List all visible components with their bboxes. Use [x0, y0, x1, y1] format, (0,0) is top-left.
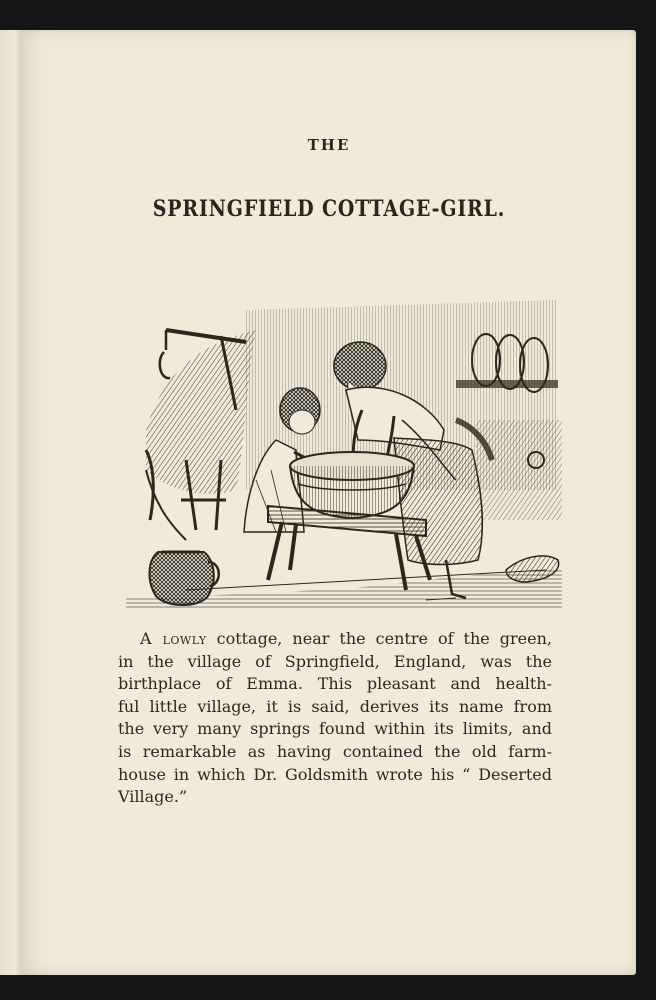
paragraph-line: in the village of Springfield, England, was the [118, 651, 552, 671]
lead-words: A lowly [140, 629, 207, 648]
body-paragraph [118, 628, 552, 809]
paragraph-line: Village.” [118, 787, 188, 807]
paragraph-line: house in which Dr. Goldsmith wrote his “ Deserted [118, 764, 552, 784]
left-facing-page [0, 30, 23, 975]
paragraph-line: the very many springs found within its limits, and [118, 719, 552, 739]
paragraph-line: is remarkable as having contained the old farm- [118, 741, 552, 761]
paragraph-line: birthplace of Emma. This pleasant and health- [118, 674, 552, 694]
heading-the: THE [307, 136, 351, 154]
paragraph-line: A lowly cottage, near the centre of the green, [140, 629, 552, 648]
page-title: SPRINGFIELD COTTAGE-GIRL. [152, 196, 506, 222]
engraving-illustration-icon [126, 270, 562, 616]
right-page [22, 30, 636, 975]
paragraph-line: ful little village, it is said, derives its name from [118, 696, 552, 716]
